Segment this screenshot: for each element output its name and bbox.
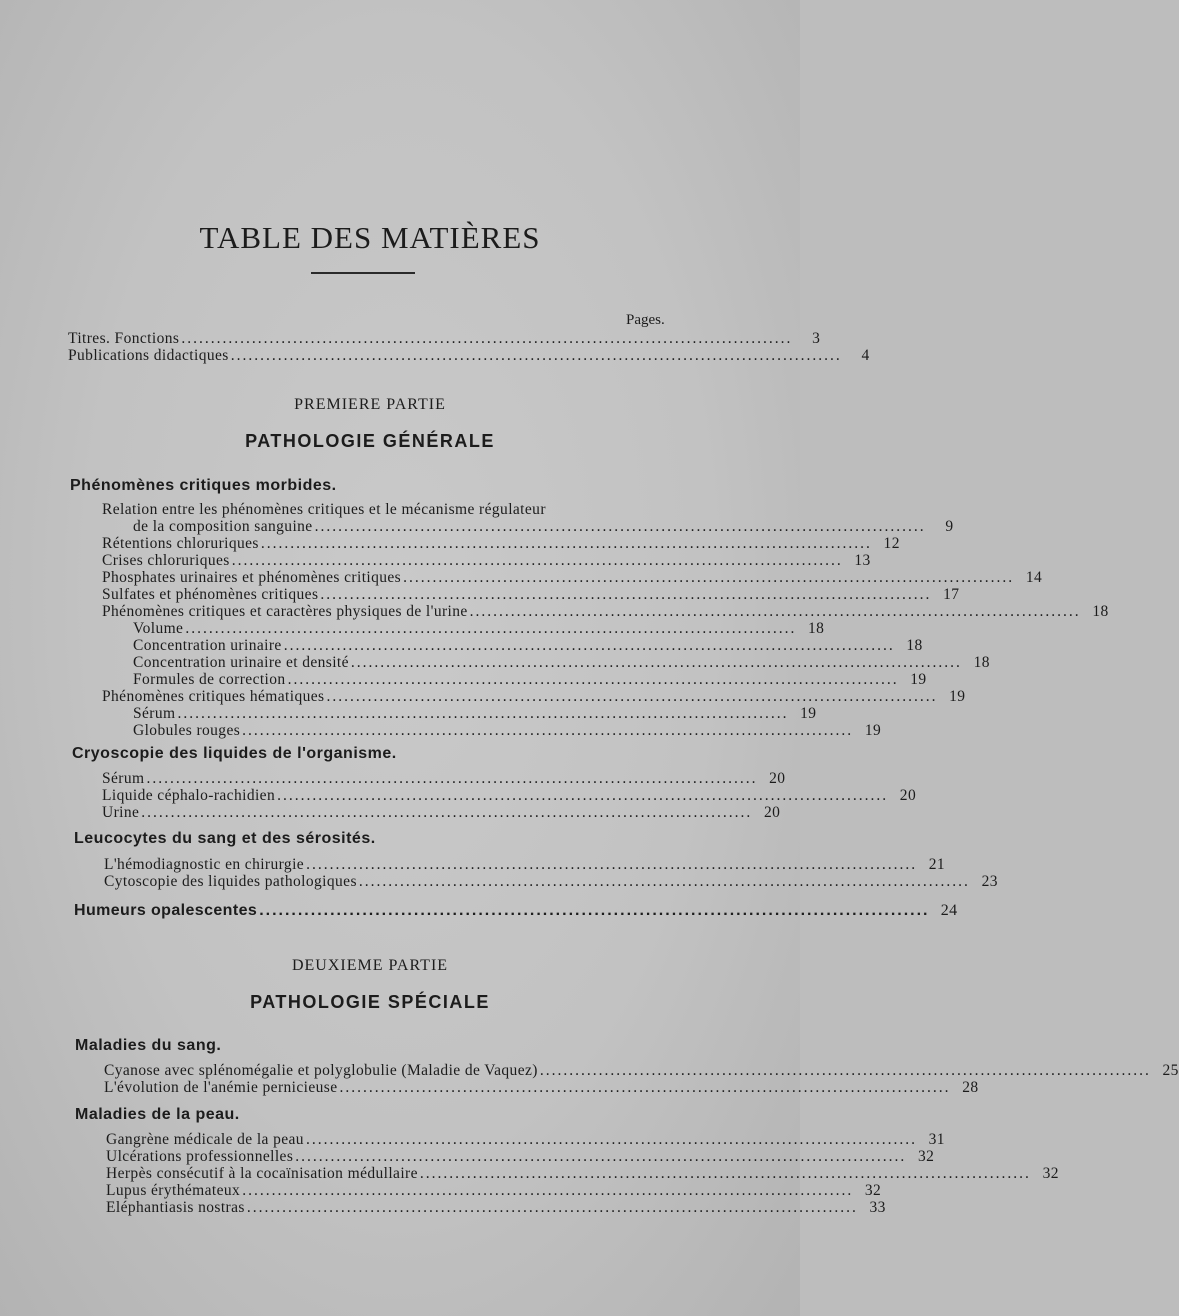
- section-heading: Cryoscopie des liquides de l'organisme.: [72, 745, 397, 762]
- toc-entry[interactable]: Sérum ........................................................................................................ 19: [133, 705, 817, 722]
- toc-entry[interactable]: Formules de correction ........................................................................................................ 19: [133, 671, 927, 688]
- toc-entry[interactable]: Phénomènes critiques hématiques ........................................................................................................ 19: [102, 688, 966, 705]
- section-heading: Leucocytes du sang et des sérosités.: [74, 830, 376, 847]
- toc-entry[interactable]: Titres. Fonctions ........................................................................................................ 3: [68, 330, 821, 347]
- toc-entry-line: Relation entre les phénomènes critiques et le mécanisme régulateur: [102, 501, 546, 518]
- toc-entry[interactable]: Sérum ........................................................................................................ 20: [102, 770, 786, 787]
- toc-section-entry[interactable]: Humeurs opalescentes ........................................................................................................ 24: [74, 902, 958, 919]
- part-one-title: PATHOLOGIE GÉNÉRALE: [245, 431, 495, 451]
- toc-entry[interactable]: Globules rouges ........................................................................................................ 19: [133, 722, 882, 739]
- part-two-label: DEUXIEME PARTIE: [291, 957, 449, 974]
- toc-entry[interactable]: Gangrène médicale de la peau ........................................................................................................ 31: [106, 1131, 945, 1148]
- toc-entry[interactable]: Herpès consécutif à la cocaïnisation médullaire ........................................................................................................ 32: [106, 1165, 1059, 1182]
- section-heading: Phénomènes critiques morbides.: [70, 477, 337, 494]
- toc-entry[interactable]: L'évolution de l'anémie pernicieuse ........................................................................................................ 28: [104, 1079, 979, 1096]
- title-divider: [311, 272, 415, 274]
- part-one-label: PREMIERE PARTIE: [294, 396, 446, 413]
- toc-entry[interactable]: Rétentions chloruriques ........................................................................................................ 12: [102, 535, 900, 552]
- toc-entry[interactable]: Urine ........................................................................................................ 20: [102, 804, 781, 821]
- pages-column-label: Pages.: [626, 312, 665, 328]
- toc-entry[interactable]: Ulcérations professionnelles ........................................................................................................ 32: [106, 1148, 935, 1165]
- toc-entry[interactable]: Volume ........................................................................................................ 18: [133, 620, 825, 637]
- section-heading: Maladies du sang.: [75, 1037, 222, 1054]
- toc-entry[interactable]: Cyanose avec splénomégalie et polyglobulie (Maladie de Vaquez) ........................................................................................................ 25: [104, 1062, 1179, 1079]
- toc-entry[interactable]: Eléphantiasis nostras ........................................................................................................ 33: [106, 1199, 886, 1216]
- toc-entry[interactable]: Sulfates et phénomènes critiques ........................................................................................................ 17: [102, 586, 960, 603]
- section-heading: Maladies de la peau.: [75, 1106, 240, 1123]
- toc-entry[interactable]: Cytoscopie des liquides pathologiques ........................................................................................................ 23: [104, 873, 998, 890]
- toc-entry[interactable]: Concentration urinaire et densité ........................................................................................................ 18: [133, 654, 990, 671]
- toc-entry[interactable]: de la composition sanguine ........................................................................................................ 9: [133, 518, 954, 535]
- toc-entry[interactable]: Phosphates urinaires et phénomènes critiques ........................................................................................................ 14: [102, 569, 1043, 586]
- part-two-title: PATHOLOGIE SPÉCIALE: [250, 992, 490, 1012]
- toc-entry[interactable]: L'hémodiagnostic en chirurgie ........................................................................................................ 21: [104, 856, 946, 873]
- page-title: TABLE DES MATIÈRES: [199, 220, 541, 255]
- toc-entry[interactable]: Lupus érythémateux ........................................................................................................ 32: [106, 1182, 882, 1199]
- toc-entry[interactable]: Crises chloruriques ........................................................................................................ 13: [102, 552, 871, 569]
- toc-entry[interactable]: Publications didactiques ........................................................................................................ 4: [68, 347, 870, 364]
- toc-entry[interactable]: Liquide céphalo-rachidien ........................................................................................................ 20: [102, 787, 917, 804]
- toc-entry[interactable]: Phénomènes critiques et caractères physiques de l'urine ........................................................................................................ 18: [102, 603, 1109, 620]
- toc-entry[interactable]: Concentration urinaire ........................................................................................................ 18: [133, 637, 923, 654]
